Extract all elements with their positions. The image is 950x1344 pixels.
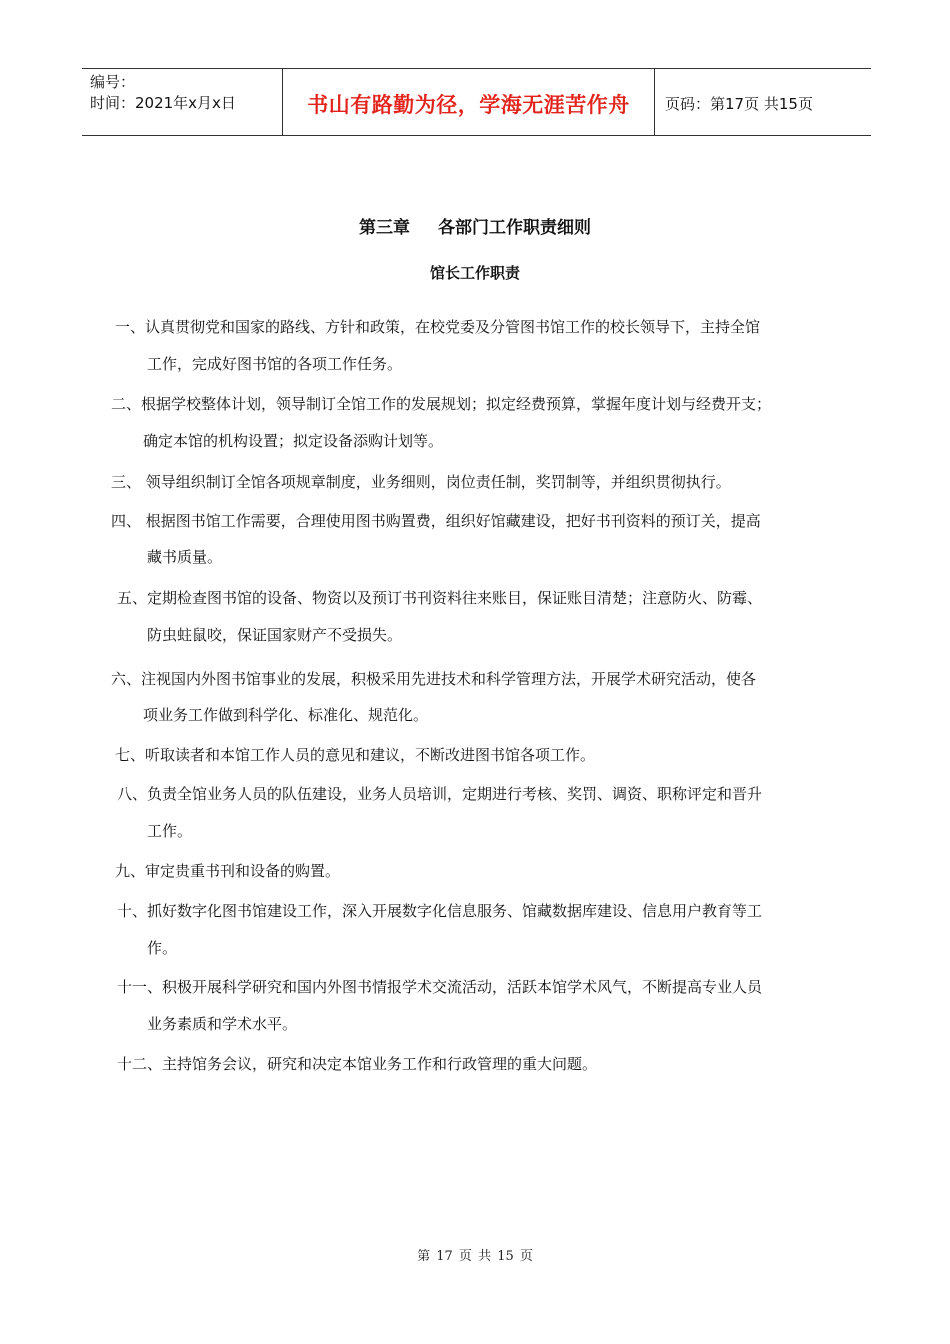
duty-item-continuation: 防虫蛀鼠咬，保证国家财产不受损失。 bbox=[147, 626, 403, 644]
duty-item-line: 十、抓好数字化图书馆建设工作，深入开展数字化信息服务、馆藏数据库建设、信息用户教育等工 bbox=[117, 902, 763, 920]
duty-item-continuation: 藏书质量。 bbox=[147, 548, 223, 566]
duty-item-line: 五、定期检查图书馆的设备、物资以及预订书刊资料往来账目，保证账目清楚；注意防火、防霉、 bbox=[117, 589, 763, 607]
header-page-code: 页码：第17页 共15页 bbox=[665, 94, 813, 113]
page-header bbox=[82, 68, 871, 136]
duty-item-continuation: 作。 bbox=[147, 939, 178, 957]
duty-item-line: 一、认真贯彻党和国家的路线、方针和政策，在校党委及分管图书馆工作的校长领导下，主持全馆 bbox=[115, 318, 761, 336]
duty-item-continuation: 工作。 bbox=[147, 822, 193, 840]
duty-item-continuation: 确定本馆的机构设置；拟定设备添购计划等。 bbox=[143, 432, 444, 450]
section-title: 馆长工作职责 bbox=[429, 264, 520, 282]
duty-item-continuation: 业务素质和学术水平。 bbox=[147, 1015, 298, 1033]
duty-item-line: 三、 领导组织制订全馆各项规章制度，业务细则，岗位责任制，奖罚制等，并组织贯彻执行。 bbox=[111, 473, 731, 491]
document-time-label: 时间：2021年x月x日 bbox=[90, 94, 236, 112]
chapter-number: 第三章 bbox=[359, 218, 410, 238]
duty-item-line: 七、听取读者和本馆工作人员的意见和建议，不断改进图书馆各项工作。 bbox=[115, 746, 596, 764]
header-motto: 书山有路勤为径，学海无涯苦作舟 bbox=[282, 69, 655, 135]
duty-item-line: 九、审定贵重书刊和设备的购置。 bbox=[115, 862, 341, 880]
duty-item-continuation: 工作，完成好图书馆的各项工作任务。 bbox=[147, 355, 403, 373]
document-number-label: 编号： bbox=[90, 73, 136, 91]
duty-item-line: 十一、积极开展科学研究和国内外图书情报学术交流活动，活跃本馆学术风气，不断提高专业人员 bbox=[117, 978, 763, 996]
chapter-name: 各部门工作职责细则 bbox=[438, 218, 591, 238]
page-footer: 第 17 页 共 15 页 bbox=[417, 1249, 533, 1264]
chapter-title bbox=[0, 213, 950, 238]
duty-item-line: 六、注视国内外图书馆事业的发展，积极采用先进技术和科学管理方法，开展学术研究活动，使各 bbox=[111, 670, 757, 688]
header-left-cell bbox=[82, 69, 282, 135]
duty-item-continuation: 项业务工作做到科学化、标准化、规范化。 bbox=[143, 706, 429, 724]
duty-item-line: 四、 根据图书馆工作需要，合理使用图书购置费，组织好馆藏建设，把好书刊资料的预订关，提高 bbox=[111, 512, 761, 530]
duty-item-line: 二、根据学校整体计划，领导制订全馆工作的发展规划；拟定经费预算，掌握年度计划与经费开支； bbox=[111, 395, 772, 413]
duty-item-line: 八、负责全馆业务人员的队伍建设，业务人员培训，定期进行考核、奖罚、调资、职称评定和晋升 bbox=[117, 785, 763, 803]
duty-item-line: 十二、主持馆务会议，研究和决定本馆业务工作和行政管理的重大问题。 bbox=[117, 1055, 598, 1073]
